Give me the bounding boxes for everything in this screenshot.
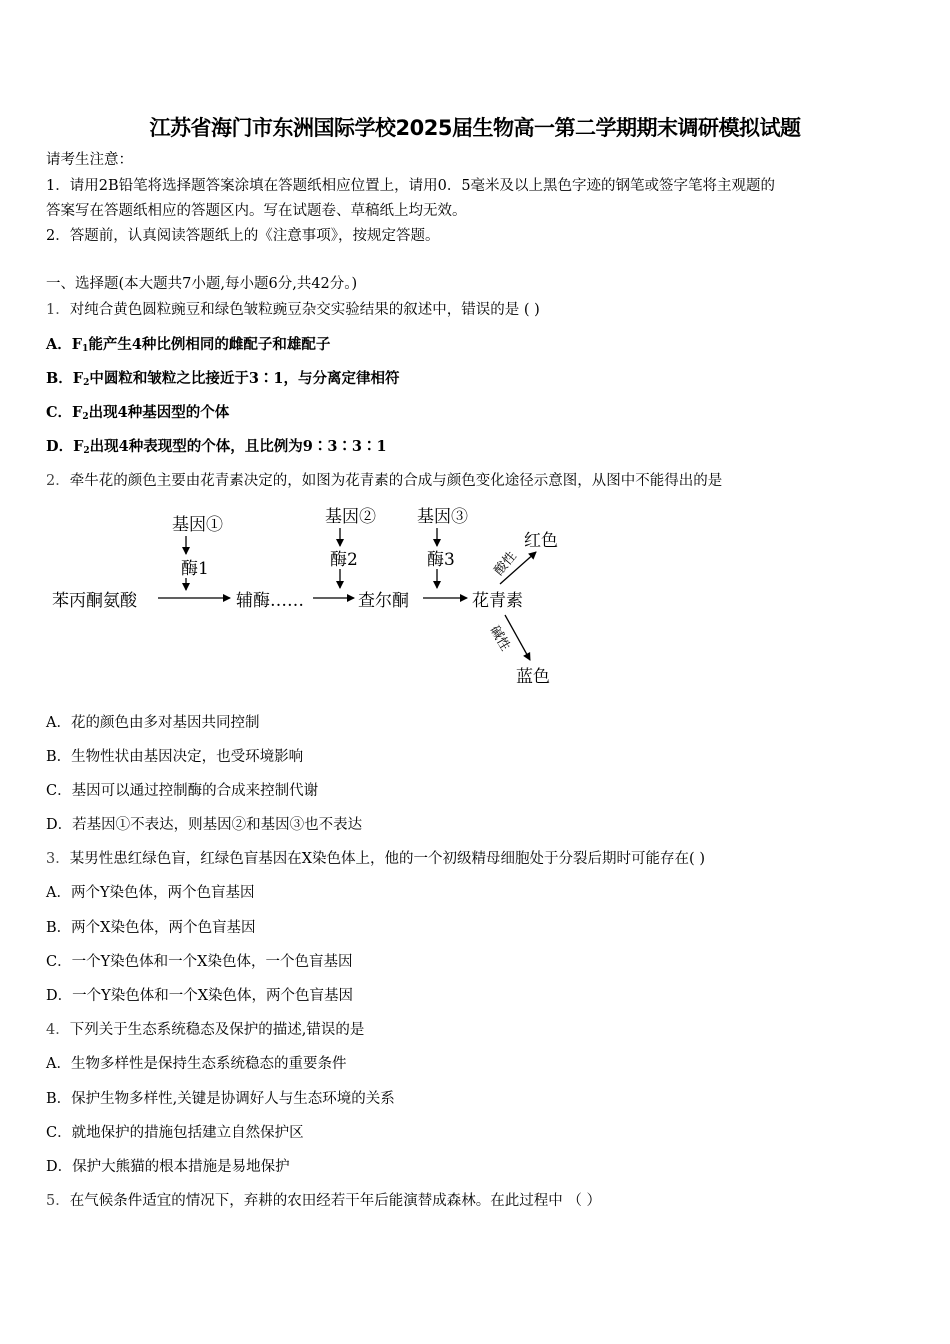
option-subscript: 1 bbox=[82, 344, 89, 354]
acidic-label: 酸性 bbox=[491, 549, 520, 579]
option-subscript: 2 bbox=[83, 446, 90, 456]
question-2 bbox=[46, 471, 722, 491]
q2-option-a: A．花的颜色由多对基因共同控制 bbox=[46, 715, 260, 731]
section-heading: 一、选择题(本大题共7小题,每小题6分,共42分。) bbox=[46, 276, 358, 292]
question-number: 1． bbox=[46, 302, 70, 318]
option-symbol: F bbox=[72, 404, 83, 421]
enzyme-3-label: 酶3 bbox=[427, 550, 455, 570]
q3-option-c: C．一个Y染色体和一个X染色体，一个色盲基因 bbox=[46, 954, 353, 970]
red-color-label: 红色 bbox=[524, 531, 558, 551]
anthocyanin-pathway-diagram bbox=[0, 500, 950, 700]
option-label: A． bbox=[46, 336, 72, 353]
page-title: 江苏省海门市东洲国际学校2025届生物高一第二学期期末调研模拟试题 bbox=[149, 116, 801, 140]
option-subscript: 2 bbox=[83, 378, 90, 388]
enzyme-1-label: 酶1 bbox=[181, 559, 209, 579]
alkaline-label: 碱性 bbox=[486, 623, 513, 654]
notice-heading: 请考生注意： bbox=[46, 152, 133, 168]
q1-option-b bbox=[46, 369, 400, 393]
gene-2-label: 基因② bbox=[325, 507, 376, 527]
option-symbol: F bbox=[73, 438, 84, 455]
question-number: 5． bbox=[46, 1193, 70, 1209]
q1-option-d bbox=[46, 437, 387, 461]
option-label: C． bbox=[46, 404, 73, 421]
blue-color-label: 蓝色 bbox=[516, 667, 550, 687]
gene-1-label: 基因① bbox=[172, 515, 223, 535]
substrate-label: 苯丙酮氨酸 bbox=[52, 591, 137, 611]
q2-option-c: C．基因可以通过控制酶的合成来控制代谢 bbox=[46, 783, 319, 799]
option-text: 中圆粒和皱粒之比接近于3∶1，与分离定律相符 bbox=[89, 370, 400, 387]
option-label: D． bbox=[46, 438, 74, 455]
question-5 bbox=[46, 1191, 601, 1211]
q4-option-d: D．保护大熊猫的根本措施是易地保护 bbox=[46, 1159, 290, 1175]
question-4 bbox=[46, 1020, 364, 1040]
notice-item-1a: 1．请用2B铅笔将选择题答案涂填在答题纸相应位置上，请用0．5毫米及以上黑色字迹的钢笔或签字笔将主观题的 bbox=[46, 178, 776, 194]
q4-option-a: A．生物多样性是保持生态系统稳态的重要条件 bbox=[46, 1056, 347, 1072]
notice-item-1b: 答案写在答题纸相应的答题区内。写在试题卷、草稿纸上均无效。 bbox=[46, 203, 467, 219]
question-stem: 对纯合黄色圆粒豌豆和绿色皱粒豌豆杂交实验结果的叙述中，错误的是 ( ) bbox=[69, 302, 540, 318]
option-text: 出现4种表现型的个体，且比例为9∶3∶3∶1 bbox=[89, 438, 387, 455]
question-stem: 下列关于生态系统稳态及保护的描述,错误的是 bbox=[69, 1022, 365, 1038]
anthocyanin-label: 花青素 bbox=[472, 591, 523, 611]
question-1 bbox=[46, 300, 540, 320]
option-text: 出现4种基因型的个体 bbox=[88, 404, 230, 421]
question-stem: 某男性患红绿色盲，红绿色盲基因在X染色体上，他的一个初级精母细胞处于分裂后期时可能存在( ) bbox=[69, 851, 705, 867]
q2-option-b: B．生物性状由基因决定，也受环境影响 bbox=[46, 749, 304, 765]
chalcone-label: 查尔酮 bbox=[358, 591, 409, 611]
q1-option-c bbox=[46, 403, 229, 427]
q4-option-b: B．保护生物多样性,关键是协调好人与生态环境的关系 bbox=[46, 1091, 395, 1107]
question-number: 4． bbox=[46, 1022, 70, 1038]
question-3 bbox=[46, 849, 705, 869]
alkaline-arrow bbox=[505, 615, 530, 660]
gene-3-label: 基因③ bbox=[417, 507, 468, 527]
q3-option-d: D．一个Y染色体和一个X染色体，两个色盲基因 bbox=[46, 988, 354, 1004]
question-number: 3． bbox=[46, 851, 70, 867]
q3-option-b: B．两个X染色体，两个色盲基因 bbox=[46, 920, 256, 936]
option-text: 能产生4种比例相同的雌配子和雄配子 bbox=[88, 336, 331, 353]
q2-option-d: D．若基因①不表达，则基因②和基因③也不表达 bbox=[46, 817, 363, 833]
question-number: 2． bbox=[46, 473, 70, 489]
enzyme-2-label: 酶2 bbox=[330, 550, 358, 570]
option-symbol: F bbox=[71, 336, 83, 353]
question-stem: 在气候条件适宜的情况下，弃耕的农田经若干年后能演替成森林。在此过程中 （ ） bbox=[69, 1193, 601, 1209]
option-subscript: 2 bbox=[82, 412, 89, 422]
q4-option-c: C．就地保护的措施包括建立自然保护区 bbox=[46, 1125, 304, 1141]
question-stem: 牵牛花的颜色主要由花青素决定的，如图为花青素的合成与颜色变化途径示意图，从图中不能得出的是 bbox=[69, 473, 723, 489]
q3-option-a: A．两个Y染色体，两个色盲基因 bbox=[46, 885, 255, 901]
q1-option-a bbox=[46, 335, 330, 359]
option-label: B． bbox=[46, 370, 73, 387]
option-symbol: F bbox=[72, 370, 84, 387]
coenzyme-label: 辅酶…… bbox=[236, 591, 304, 611]
notice-item-2: 2．答题前，认真阅读答题纸上的《注意事项》，按规定答题。 bbox=[46, 228, 440, 244]
